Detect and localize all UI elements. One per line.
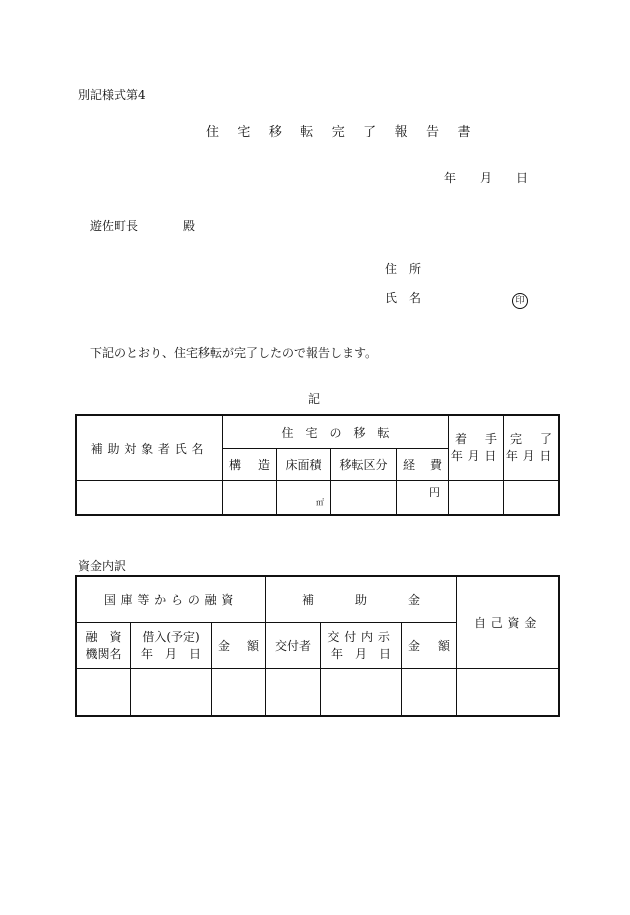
beneficiary-name-cell[interactable] — [77, 481, 223, 515]
grant-date-header: 交付内示 年 月 日 — [321, 623, 402, 669]
borrow-date-header: 借入(予定) 年 月 日 — [131, 623, 212, 669]
completion-date-header: 完 了 年月日 — [504, 416, 559, 481]
unit-yen: 円 — [429, 486, 441, 499]
address-label: 住 所 — [385, 262, 422, 276]
name-label: 氏 名 — [385, 291, 422, 305]
relocation-type-header: 移転区分 — [331, 449, 397, 481]
own-funds-cell[interactable] — [457, 669, 559, 716]
seal-mark — [512, 288, 528, 309]
completion-date-cell[interactable] — [504, 481, 559, 515]
loan-amount-header: 金 額 — [212, 623, 266, 669]
grantor-header: 交付者 — [266, 623, 321, 669]
grantor-cell[interactable] — [266, 669, 321, 716]
floor-area-cell[interactable] — [277, 481, 331, 515]
lender-cell[interactable] — [77, 669, 131, 716]
ki-label: 記 — [308, 392, 321, 406]
beneficiary-name-header: 補助対象者氏名 — [77, 416, 223, 481]
relocation-table — [76, 415, 559, 515]
seal-icon: 印 — [512, 293, 528, 309]
subsidy-amount-header: 金 額 — [402, 623, 457, 669]
expense-cell[interactable] — [397, 481, 449, 515]
form-number: 別記様式第4 — [78, 88, 146, 102]
expense-header: 経 費 — [397, 449, 449, 481]
floor-area-header: 床面積 — [277, 449, 331, 481]
addressee-honorific: 殿 — [183, 219, 196, 233]
body-text: 下記のとおり、住宅移転が完了したので報告します。 — [90, 346, 378, 360]
funds-breakdown-label: 資金内訳 — [78, 559, 127, 573]
lender-header: 融 資 機関名 — [77, 623, 131, 669]
funds-table — [76, 576, 559, 716]
date-day: 日 — [516, 171, 529, 185]
start-date-header: 着 手 年月日 — [449, 416, 504, 481]
relocation-header: 住 宅 の 移 転 — [223, 416, 449, 449]
own-funds-header: 自己資金 — [457, 577, 559, 669]
date-year: 年 — [444, 171, 457, 185]
structure-cell[interactable] — [223, 481, 277, 515]
loans-header: 国庫等からの融資 — [77, 577, 266, 623]
subsidy-header: 補 助 金 — [266, 577, 457, 623]
date-month: 月 — [480, 171, 493, 185]
grant-date-cell[interactable] — [321, 669, 402, 716]
borrow-date-cell[interactable] — [131, 669, 212, 716]
relocation-type-cell[interactable] — [331, 481, 397, 515]
document-title: 住 宅 移 転 完 了 報 告 書 — [206, 125, 478, 140]
start-date-cell[interactable] — [449, 481, 504, 515]
subsidy-amount-cell[interactable] — [402, 669, 457, 716]
unit-m2: ㎡ — [316, 498, 324, 507]
loan-amount-cell[interactable] — [212, 669, 266, 716]
addressee-mayor: 遊佐町長 — [90, 219, 139, 233]
structure-header: 構 造 — [223, 449, 277, 481]
